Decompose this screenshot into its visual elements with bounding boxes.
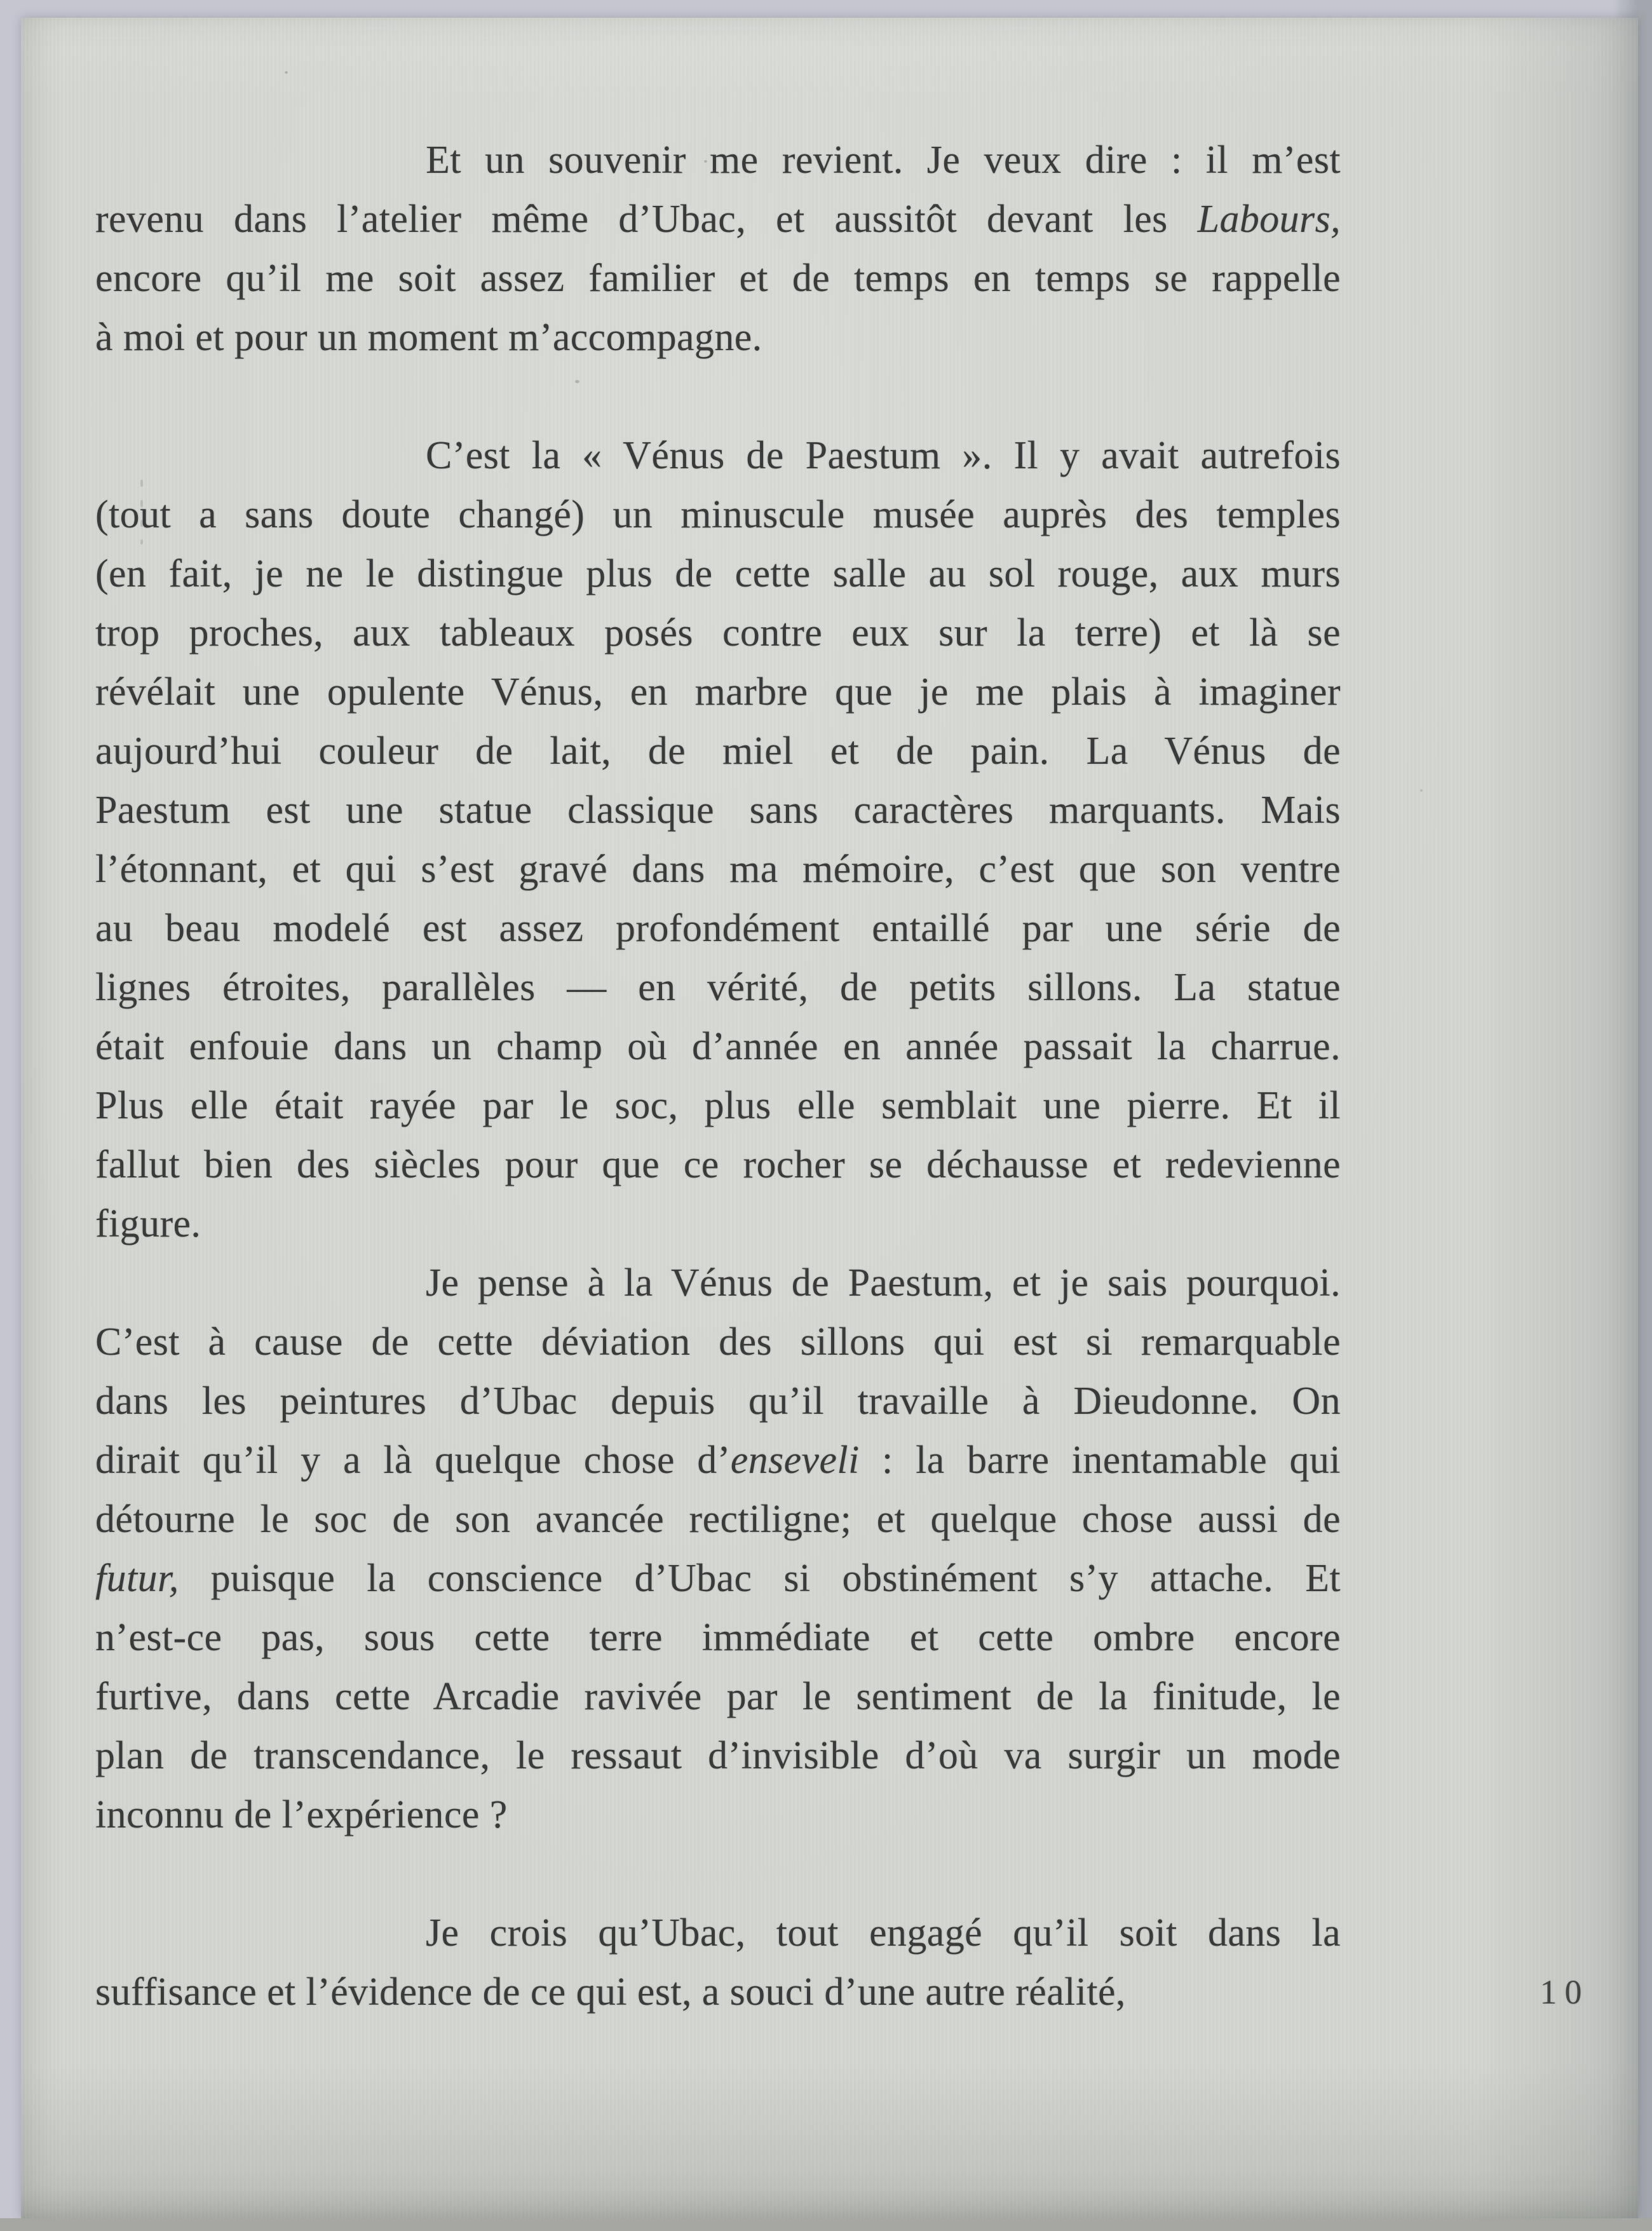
scan-fold-mark	[140, 500, 143, 507]
text-segment: au beau modelé est assez profondément entaillé par une série de	[95, 907, 1341, 950]
italic-text-segment: enseveli	[730, 1439, 860, 1482]
text-line	[95, 899, 1341, 958]
paragraph	[95, 1254, 1341, 1845]
scan-speck	[704, 160, 707, 163]
text-segment: l’étonnant, et qui s’est gravé dans ma mémoire, c’est que son ventre	[95, 848, 1341, 891]
text-segment: revenu dans l’atelier même d’Ubac, et aussitôt devant les	[95, 198, 1198, 241]
text-line	[95, 722, 1341, 781]
text-line	[95, 190, 1341, 249]
scan-bottom-edge	[0, 2218, 1652, 2231]
text-line	[95, 1726, 1341, 1786]
text-segment: C’est à cause de cette déviation des sillons qui est si remarquable	[95, 1320, 1341, 1364]
text-segment: était enfouie dans un champ où d’année en année passait la charrue.	[95, 1025, 1341, 1068]
text-column	[95, 131, 1341, 2022]
text-segment: détourne le soc de son avancée rectiligne; et quelque chose aussi de	[95, 1498, 1341, 1541]
scan-fold-mark	[140, 480, 143, 487]
text-line	[95, 1017, 1341, 1076]
text-line	[95, 485, 1341, 545]
text-segment: (en fait, je ne le distingue plus de cette salle au sol rouge, aux murs	[95, 552, 1341, 595]
text-line	[95, 131, 1341, 190]
text-line	[95, 1136, 1341, 1195]
text-segment: aujourd’hui couleur de lait, de miel et de pain. La Vénus de	[95, 729, 1341, 773]
text-segment: inconnu de l’expérience ?	[95, 1793, 508, 1836]
text-line	[95, 1490, 1341, 1549]
text-line	[95, 1904, 1341, 1963]
text-segment: fallut bien des siècles pour que ce rocher se déchausse et redevienne	[95, 1143, 1341, 1186]
text-segment: Je crois qu’Ubac, tout engagé qu’il soit dans la	[426, 1911, 1341, 1955]
text-segment: trop proches, aux tableaux posés contre eux sur la terre) et là se	[95, 611, 1341, 654]
text-line	[95, 1372, 1341, 1431]
text-line	[95, 1076, 1341, 1136]
paragraph	[95, 131, 1341, 367]
text-line	[95, 781, 1341, 840]
text-segment: suffisance et l’évidence de ce qui est, a souci d’une autre réalité,	[95, 1970, 1126, 2014]
text-segment: dans les peintures d’Ubac depuis qu’il travaille à Dieudonne. On	[95, 1380, 1341, 1423]
text-segment: Paestum est une statue classique sans caractères marquants. Mais	[95, 789, 1341, 832]
text-line	[95, 545, 1341, 604]
paragraph	[95, 426, 1341, 1254]
text-line	[95, 958, 1341, 1017]
scan-speck	[1420, 789, 1423, 792]
text-line	[95, 1254, 1341, 1313]
scan-speck	[285, 71, 288, 74]
text-segment: : la barre inentamable qui	[859, 1439, 1341, 1482]
text-segment: C’est la « Vénus de Paestum ». Il y avait autrefois	[426, 434, 1341, 477]
text-line	[95, 249, 1341, 308]
text-segment: figure.	[95, 1202, 201, 1245]
text-line	[95, 1549, 1341, 1608]
text-line	[95, 1431, 1341, 1490]
text-segment: plan de transcendance, le ressaut d’invisible d’où va surgir un mode	[95, 1734, 1341, 1777]
text-line	[95, 1195, 1341, 1254]
text-segment: furtive, dans cette Arcadie ravivée par le sentiment de la finitude, le	[95, 1675, 1341, 1718]
text-line	[95, 840, 1341, 899]
scan-fold-mark	[140, 539, 143, 545]
text-segment: révélait une opulente Vénus, en marbre que je me plais à imaginer	[95, 670, 1341, 714]
text-segment: encore qu’il me soit assez familier et de temps en temps se rappelle	[95, 257, 1341, 300]
text-line	[95, 1608, 1341, 1667]
text-segment: à moi et pour un moment m’accompagne.	[95, 316, 762, 359]
text-segment: lignes étroites, parallèles — en vérité, de petits sillons. La statue	[95, 966, 1341, 1009]
text-line	[95, 604, 1341, 663]
text-line	[95, 426, 1341, 485]
text-line	[95, 1786, 1341, 1845]
text-line	[95, 308, 1341, 367]
scan-fold-mark	[140, 520, 143, 527]
text-segment: puisque la conscience d’Ubac si obstinément s’y attache. Et	[179, 1557, 1341, 1600]
text-line	[95, 1963, 1341, 2022]
text-segment: Et un souvenir me revient. Je veux dire : il m’est	[426, 139, 1341, 182]
text-line	[95, 1313, 1341, 1372]
text-segment: Plus elle était rayée par le soc, plus elle semblait une pierre. Et il	[95, 1084, 1341, 1127]
text-segment: Je pense à la Vénus de Paestum, et je sais pourquoi.	[426, 1261, 1341, 1305]
page-number: 10	[1540, 1973, 1590, 2011]
paragraph	[95, 1904, 1341, 2022]
text-segment: dirait qu’il y a là quelque chose d’	[95, 1439, 731, 1482]
italic-text-segment: futur,	[95, 1557, 179, 1600]
text-line	[95, 1667, 1341, 1726]
text-segment: (tout a sans doute changé) un minuscule musée auprès des temples	[95, 493, 1341, 536]
scan-speck	[575, 380, 579, 383]
italic-text-segment: Labours,	[1197, 198, 1341, 241]
text-line	[95, 663, 1341, 722]
text-segment: n’est-ce pas, sous cette terre immédiate et cette ombre encore	[95, 1616, 1341, 1659]
